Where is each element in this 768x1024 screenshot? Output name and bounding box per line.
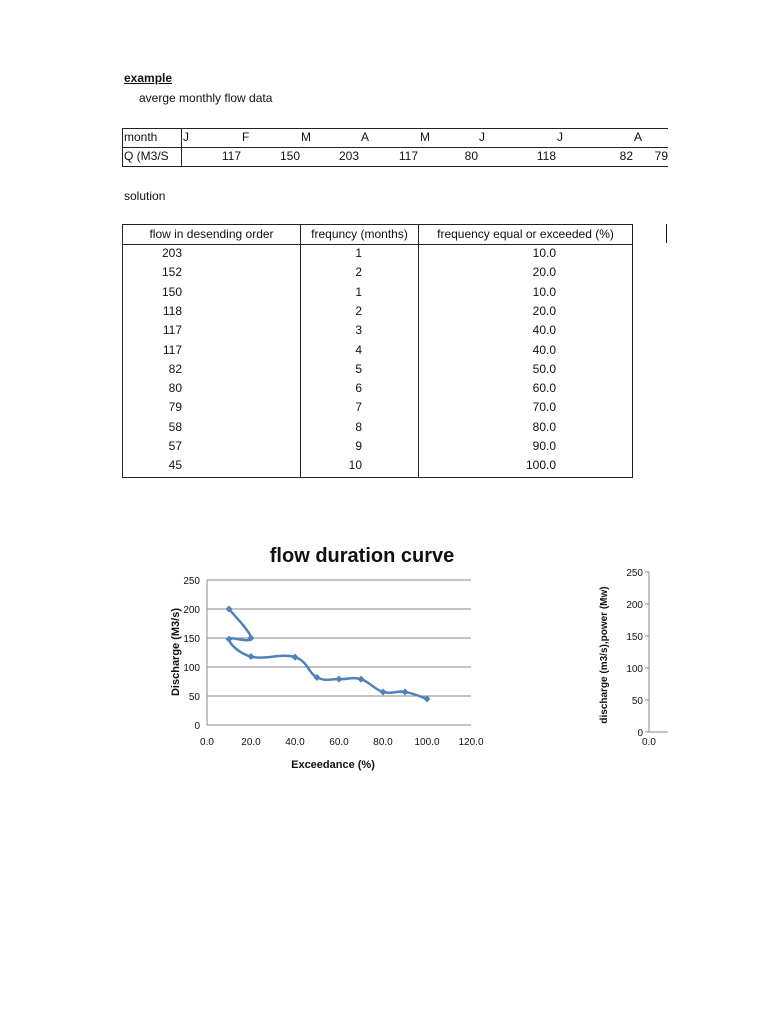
- flow-cell: 150: [279, 149, 300, 163]
- frequency-value: 9: [355, 439, 362, 453]
- frequency-value: 5: [355, 361, 362, 376]
- exceedance-value: 80.0: [532, 419, 556, 434]
- table-border-bottom: [122, 166, 668, 167]
- y-tick-labels: [626, 568, 649, 739]
- y-tick-label: 50: [631, 696, 643, 707]
- frequency-value: 2: [355, 265, 362, 280]
- x-tick-label: 20.0: [241, 737, 261, 748]
- month-cell: A: [634, 130, 643, 144]
- table-column-divider: [181, 128, 182, 167]
- month-cell: M: [420, 130, 430, 144]
- flow-value: 203: [161, 246, 182, 260]
- flow-cell: 117: [398, 149, 418, 163]
- row-label-flow: Q (M3/S: [124, 149, 169, 163]
- example-heading: example: [124, 71, 173, 85]
- x-tick-label: 80.0: [373, 737, 393, 748]
- frequency-value: 1: [355, 284, 362, 299]
- flow-value: 57: [168, 439, 182, 453]
- exceedance-value: 40.0: [532, 342, 556, 357]
- frequency-value: 3: [355, 323, 362, 338]
- flow-cell: 118: [536, 149, 556, 163]
- data-point: [226, 636, 233, 643]
- text-cursor: [666, 224, 667, 243]
- power-chart: [592, 562, 668, 752]
- row-label-month: month: [124, 130, 158, 144]
- frequency-value: 1: [355, 246, 362, 260]
- table-border-top: [122, 128, 668, 129]
- month-cell: J: [557, 130, 563, 144]
- flow-value: 82: [168, 361, 182, 376]
- x-tick-label: 100.0: [414, 737, 440, 748]
- y-tick-label: 150: [626, 632, 643, 643]
- x-tick-label: 60.0: [329, 737, 349, 748]
- flow-value: 118: [162, 303, 182, 318]
- y-axis-label: discharge (m3/s),power (Mw): [599, 586, 610, 724]
- table-frame: [122, 224, 633, 478]
- frequency-value: 10: [348, 458, 362, 473]
- x-tick-label: 0.0: [200, 737, 214, 748]
- y-tick-label: 250: [626, 568, 643, 579]
- flow-value: 45: [168, 458, 182, 473]
- table-border-left: [122, 128, 123, 167]
- frequency-value: 8: [355, 419, 362, 434]
- frequency-value: 6: [355, 381, 362, 396]
- x-tick-label: 40.0: [285, 737, 305, 748]
- exceedance-value: 60.0: [532, 381, 556, 396]
- y-axis-label: Discharge (M3/s): [170, 607, 182, 697]
- month-cell: F: [242, 130, 250, 144]
- y-tick-label: 200: [626, 600, 643, 611]
- header-exceeded: frequency equal or exceeded (%): [419, 225, 632, 245]
- exceedance-value: 20.0: [532, 265, 556, 280]
- flow-value: 80: [168, 381, 182, 396]
- exceedance-value: 100.0: [525, 458, 556, 473]
- chart-title: flow duration curve: [269, 545, 455, 567]
- y-tick-label: 50: [188, 692, 200, 703]
- exceedance-value: 20.0: [532, 303, 556, 318]
- solution-label: solution: [124, 189, 166, 203]
- table-column-divider: [300, 224, 301, 477]
- monthly-flow-table: [122, 128, 668, 167]
- x-tick-labels: [200, 737, 484, 748]
- flow-value: 152: [161, 265, 182, 280]
- flow-cell: 117: [221, 149, 241, 163]
- month-cell: A: [361, 130, 370, 144]
- flow-cell: 203: [338, 149, 359, 163]
- y-tick-labels: [183, 576, 200, 732]
- flow-value: 58: [168, 419, 182, 434]
- x-tick-label: 120.0: [458, 737, 484, 748]
- flow-value: 150: [161, 284, 182, 299]
- data-point: [402, 688, 409, 695]
- month-cell: J: [183, 130, 189, 144]
- header-frequency: frequncy (months): [301, 225, 418, 245]
- y-tick-label: 100: [626, 664, 643, 675]
- exceedance-value: 10.0: [532, 284, 556, 299]
- flow-value: 79: [168, 400, 182, 415]
- month-cell: M: [301, 130, 311, 144]
- flow-duration-chart: [140, 535, 500, 780]
- x-tick-label: 0.0: [642, 737, 656, 748]
- data-point: [292, 654, 299, 661]
- frequency-value: 2: [355, 303, 362, 318]
- y-tick-label: 0: [194, 721, 200, 732]
- exceedance-value: 10.0: [532, 246, 556, 260]
- exceedance-value: 50.0: [532, 361, 556, 376]
- table-column-divider: [418, 224, 419, 477]
- frequency-value: 7: [355, 400, 362, 415]
- data-point: [358, 676, 365, 683]
- y-tick-label: 250: [183, 576, 200, 587]
- data-point: [336, 676, 343, 683]
- table-row-divider: [122, 147, 668, 148]
- series-line: [229, 609, 427, 699]
- data-subheading: averge monthly flow data: [139, 91, 273, 105]
- data-point: [380, 688, 387, 695]
- y-tick-label: 100: [183, 663, 200, 674]
- exceedance-value: 40.0: [532, 323, 556, 338]
- flow-value: 117: [162, 323, 182, 338]
- y-tick-label: 0: [637, 728, 643, 739]
- frequency-table: [122, 224, 634, 478]
- y-tick-label: 200: [183, 605, 200, 616]
- flow-cell: 80: [464, 149, 478, 163]
- y-tick-label: 150: [183, 634, 200, 645]
- flow-cell: 82: [619, 149, 633, 163]
- x-axis-label: Exceedance (%): [291, 759, 375, 771]
- frequency-value: 4: [355, 342, 362, 357]
- month-cell: J: [479, 130, 485, 144]
- flow-cell: 79: [654, 149, 668, 163]
- series-markers: [226, 606, 431, 703]
- exceedance-value: 70.0: [532, 400, 556, 415]
- header-flow: flow in desending order: [123, 225, 300, 245]
- flow-value: 117: [162, 342, 182, 357]
- data-point: [248, 653, 255, 660]
- exceedance-value: 90.0: [532, 439, 556, 453]
